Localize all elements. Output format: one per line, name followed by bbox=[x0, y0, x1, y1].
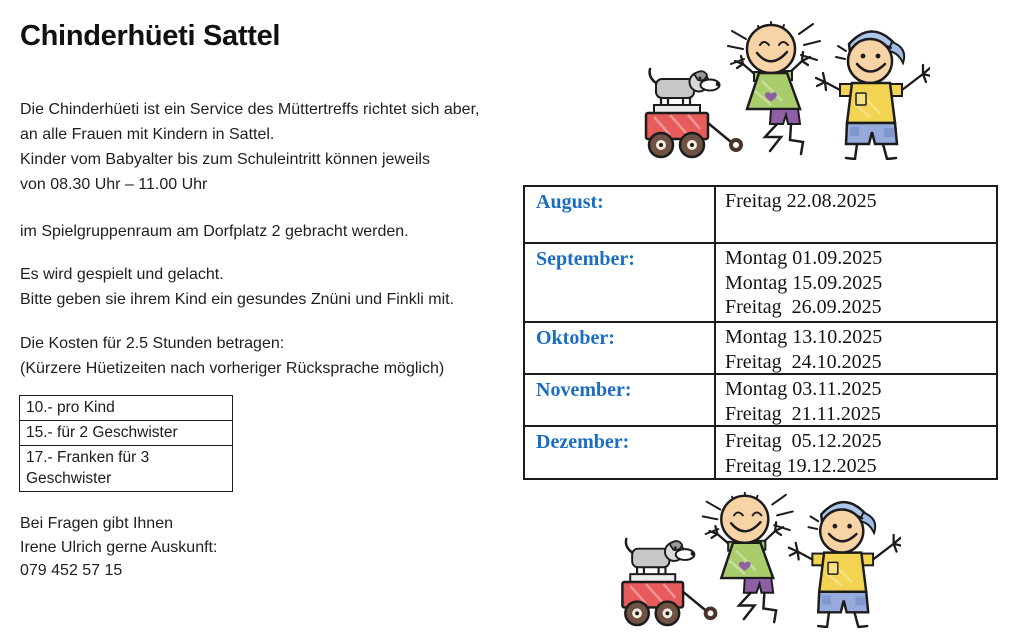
schedule-date: Freitag 26.09.2025 bbox=[725, 296, 882, 318]
page-title: Chinderhüeti Sattel bbox=[20, 20, 281, 52]
schedule-date: Freitag 21.11.2025 bbox=[725, 402, 881, 425]
schedule-date: Freitag 05.12.2025 bbox=[725, 430, 882, 452]
costs-line: Die Kosten für 2.5 Stunden betragen: bbox=[20, 335, 285, 352]
schedule-date: Freitag 24.10.2025 bbox=[725, 350, 882, 373]
contact-line: Bei Fragen gibt Ihnen bbox=[20, 515, 173, 532]
schedule-date: Montag 15.09.2025 bbox=[725, 271, 883, 294]
kids-clipart-bottom bbox=[616, 486, 901, 628]
activity-paragraph bbox=[20, 262, 454, 312]
location-line: im Spielgruppenraum am Dorfplatz 2 gebracht werden. bbox=[20, 223, 409, 240]
price-row: 17.- Franken für 3 Geschwister bbox=[26, 449, 150, 487]
schedule-date: Freitag 22.08.2025 bbox=[725, 190, 877, 212]
schedule-row-dezember bbox=[525, 427, 996, 478]
schedule-month-label: Dezember: bbox=[525, 427, 716, 478]
schedule-date: Montag 13.10.2025 bbox=[725, 326, 883, 348]
contact-block bbox=[20, 512, 217, 583]
price-table bbox=[19, 395, 233, 492]
intro-line: an alle Frauen mit Kindern in Sattel. bbox=[20, 126, 275, 143]
schedule-row-august bbox=[525, 187, 996, 244]
schedule-month-label: September: bbox=[525, 244, 716, 321]
activity-line: Bitte geben sie ihrem Kind ein gesundes Znüni und Finkli mit. bbox=[20, 291, 455, 308]
intro-line: Die Chinderhüeti ist ein Service des Müttertreffs richtet sich aber, bbox=[20, 101, 480, 118]
schedule-table bbox=[523, 185, 998, 480]
schedule-row-september bbox=[525, 244, 996, 323]
kids-clipart-use bbox=[646, 22, 930, 159]
kids-clipart-top bbox=[640, 15, 930, 160]
location-paragraph bbox=[20, 219, 409, 244]
intro-line: von 08.30 Uhr – 11.00 Uhr bbox=[20, 176, 208, 193]
schedule-row-november bbox=[525, 375, 996, 427]
contact-phone: 079 452 57 15 bbox=[20, 562, 123, 579]
schedule-dates-cell bbox=[716, 244, 996, 321]
schedule-month-label: November: bbox=[525, 375, 716, 425]
activity-line: Es wird gespielt und gelacht. bbox=[20, 266, 224, 283]
price-row: 15.- für 2 Geschwister bbox=[20, 421, 232, 446]
schedule-month-label: Oktober: bbox=[525, 323, 716, 373]
schedule-dates-cell bbox=[716, 427, 996, 478]
kids-clipart-use bbox=[622, 493, 901, 627]
intro-paragraph bbox=[20, 97, 479, 197]
schedule-date: Montag 01.09.2025 bbox=[725, 247, 883, 269]
contact-line: Irene Ulrich gerne Auskunft: bbox=[20, 538, 218, 556]
intro-line: Kinder vom Babyalter bis zum Schuleintritt können jeweils bbox=[20, 151, 430, 168]
costs-line: (Kürzere Hüetizeiten nach vorheriger Rücksprache möglich) bbox=[20, 360, 445, 377]
price-row: 10.- pro Kind bbox=[20, 396, 232, 421]
schedule-month-label: August: bbox=[525, 187, 716, 242]
schedule-dates-cell bbox=[716, 375, 996, 425]
schedule-row-oktober bbox=[525, 323, 996, 375]
schedule-date: Montag 03.11.2025 bbox=[725, 378, 882, 400]
schedule-dates-cell bbox=[716, 187, 996, 242]
costs-paragraph bbox=[20, 331, 444, 381]
schedule-date: Freitag 19.12.2025 bbox=[725, 454, 877, 477]
schedule-dates-cell bbox=[716, 323, 996, 373]
